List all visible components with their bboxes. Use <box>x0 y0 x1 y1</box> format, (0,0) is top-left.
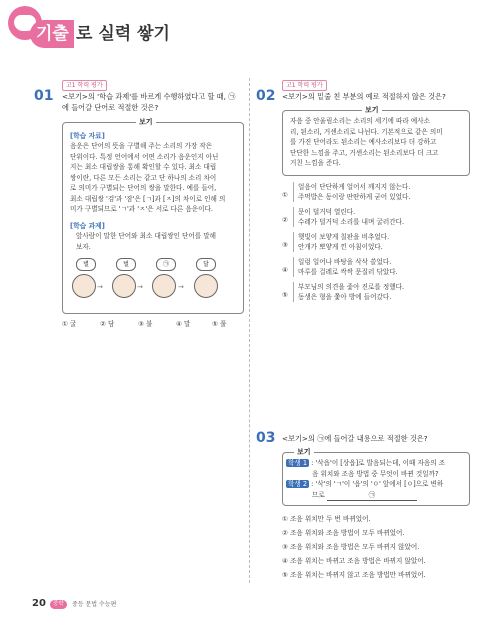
choice-sentence-a: 부모님의 의견을 좇아 진로를 정했다. <box>298 283 405 291</box>
option-number: ⑤ <box>282 571 288 579</box>
option-text: 불 <box>146 320 153 328</box>
q3-option-5[interactable] <box>282 570 482 580</box>
q2-box-line: 리, 된소리, 거센소리로 나뉜다. 기본적으로 같은 의미 <box>290 127 443 136</box>
choice-sentence-b: 안개가 뽀얗게 낀 아침이었다. <box>298 243 383 251</box>
arrow-icon: → <box>97 283 103 291</box>
option-text: 굴 <box>70 320 77 328</box>
q1-option-3[interactable] <box>138 319 152 329</box>
speech-bubble: ㉠ <box>156 258 176 271</box>
q2-box-text <box>290 116 466 169</box>
q2-choice-2[interactable] <box>282 207 472 227</box>
q1-material-line: 음운은 단어의 뜻을 구별해 주는 소리의 가장 작은 <box>70 142 213 150</box>
option-number: ① <box>62 320 68 328</box>
option-text: 조음 위치와 조음 방법은 모두 바뀌지 않았어. <box>290 543 420 551</box>
option-text: 풀 <box>220 320 227 328</box>
q3-number: 03 <box>256 430 276 446</box>
option-number: ③ <box>138 320 144 328</box>
q2-tag: 고1 학력 평가 <box>282 80 327 91</box>
speech-bubble: 벌 <box>116 258 136 271</box>
choice-pair <box>293 257 398 277</box>
q2-box-line: 자음 중 안울림소리는 소리의 세기에 따라 예사소 <box>290 117 430 125</box>
choice-pair <box>293 207 404 227</box>
q2-number: 02 <box>256 88 276 104</box>
student1-text2: 음 위치와 조음 방법 중 무엇이 바뀐 것일까? <box>312 469 439 478</box>
q1-option-4[interactable] <box>176 319 190 329</box>
q1-task <box>76 231 240 252</box>
q3-dialogue <box>286 458 468 501</box>
student1-line1 <box>286 458 468 469</box>
q1-question <box>62 91 242 113</box>
choice-pair <box>293 182 410 202</box>
q1-material-line: 쌍이란, 다른 모든 소리는 같고 단 하나의 소리 차이 <box>70 173 217 182</box>
choice-number: ② <box>282 216 288 224</box>
q3-option-1[interactable] <box>282 514 482 524</box>
choice-sentence-a: 햇빛이 보얗게 칠판을 비추었다. <box>298 233 390 241</box>
choice-sentence-b: 수레가 덜거덕 소리를 내며 굴러간다. <box>298 218 405 226</box>
option-number: ③ <box>282 543 288 551</box>
q3-option-3[interactable] <box>282 542 482 552</box>
page-title: 로 실력 쌓기 <box>76 24 170 44</box>
q1-material-line: 로 의미가 구별되는 단어의 쌍을 말한다. 예를 들어, <box>70 184 217 192</box>
student-figure-icon <box>194 274 218 298</box>
option-text: 조음 위치는 바뀌고 조음 방법은 바뀌지 않았어. <box>290 557 426 565</box>
option-text: 담 <box>108 320 115 328</box>
q2-box-line: 단단한 느낌을 주고, 거센소리는 된소리보다 더 크고 <box>290 148 439 157</box>
q1-option-1[interactable] <box>62 319 76 329</box>
q2-choice-5[interactable] <box>282 282 472 302</box>
choice-number: ① <box>282 191 288 199</box>
option-number: ① <box>282 515 288 523</box>
page-number: 20 <box>32 598 46 609</box>
q3-question: <보기>의 ㉠에 들어갈 내용으로 적절한 것은? <box>282 434 428 443</box>
q1-material-line: 미가 구별되므로 'ㄱ'과 'ㅈ'은 서로 다른 음운이다. <box>70 205 213 213</box>
q3-options <box>282 514 482 584</box>
option-number: ④ <box>176 320 182 328</box>
q2-choice-1[interactable] <box>282 182 472 202</box>
option-text: 조음 위치만 두 번 바뀌었어. <box>290 515 371 523</box>
choice-number: ④ <box>282 266 288 274</box>
q1-number: 01 <box>34 88 54 104</box>
student1-label: 학생 1 <box>288 459 308 467</box>
option-text: 조음 위치는 바뀌지 않고 조음 방법만 바뀌었어. <box>290 571 426 579</box>
footer-badge: 중학 <box>50 600 67 609</box>
student-figure-icon <box>152 274 176 298</box>
q3-option-4[interactable] <box>282 556 482 566</box>
title-highlight: 기출 <box>36 24 69 44</box>
q1-material-line: 단위이다. 특정 언어에서 어떤 소리가 음운인지 아닌 <box>70 152 219 161</box>
choice-sentence-b: 마루를 걸레로 싹싹 문질러 닦았다. <box>298 268 398 276</box>
q3-option-2[interactable] <box>282 528 482 538</box>
footer-text: 중등 문법 수능편 <box>72 601 117 608</box>
option-text: 조음 위치와 조음 방법이 모두 바뀌었어. <box>290 529 405 537</box>
option-number: ② <box>100 320 106 328</box>
speech-bubble: 별 <box>76 258 96 271</box>
q2-choice-4[interactable] <box>282 257 472 277</box>
student2-prefix: 므로 <box>312 490 325 499</box>
q1-box-label: 보기 <box>136 117 156 127</box>
q1-task-line: 앞사람이 말한 단어와 최소 대립쌍인 단어를 말해 <box>76 232 216 240</box>
arrow-icon: → <box>137 283 143 291</box>
column-divider <box>249 78 250 583</box>
answer-blank: ㉠ <box>327 490 417 502</box>
q1-tag: 고1 학력 평가 <box>62 80 107 91</box>
choice-sentence-a: 얼음이 단단하게 얼어서 깨지지 않는다. <box>298 183 411 191</box>
student2-line1 <box>286 479 468 490</box>
student-figure-icon <box>72 274 96 298</box>
student2-label: 학생 2 <box>288 480 308 488</box>
q1-material <box>70 141 240 215</box>
speech-bubble: 달 <box>196 258 216 271</box>
option-number: ⑤ <box>212 320 218 328</box>
q2-choice-3[interactable] <box>282 232 472 252</box>
student2-text1: : '삭'의 'ㄱ'이 '읍'의 'ㅇ' 앞에서 [ㅇ]으로 변하 <box>311 480 444 488</box>
choice-sentence-b: 주먹밥은 동이랑 딴딴하게 굳어 있었다. <box>298 193 411 201</box>
q2-box-line: 를 가진 단어라도 된소리는 예사소리보다 더 강하고 <box>290 138 437 146</box>
option-number: ④ <box>282 557 288 565</box>
choice-pair <box>293 232 389 252</box>
option-number: ② <box>282 529 288 537</box>
q1-question-line2: 에 들어갈 단어로 적절한 것은? <box>62 103 159 112</box>
student1-text1: : '삭읍'이 [상읍]로 발음되는데, 이때 자음의 조 <box>311 459 446 467</box>
q1-task-line: 보자. <box>76 242 91 251</box>
q1-option-5[interactable] <box>212 319 226 329</box>
arrow-icon: → <box>178 283 184 291</box>
choice-sentence-a: 문이 덜거덕 열린다. <box>298 208 356 216</box>
student2-line2 <box>286 490 468 502</box>
q2-question: <보기>의 밑줄 친 부분의 예로 적절하지 않은 것은? <box>282 92 446 101</box>
q1-material-line: 지는 최소 대립쌍을 통해 확인할 수 있다. 최소 대립 <box>70 163 217 171</box>
q2-box-line: 거친 느낌을 준다. <box>290 159 341 167</box>
q1-question-line1: <보기>의 '학습 과제'를 바르게 수행하였다고 할 때, ㉠ <box>62 92 236 101</box>
choice-number: ③ <box>282 241 288 249</box>
q2-box-label: 보기 <box>362 105 382 115</box>
q1-section2: [학습 과제] <box>70 222 105 230</box>
student-figure-icon <box>112 274 136 298</box>
q2-choices <box>282 182 472 307</box>
option-text: 말 <box>184 320 191 328</box>
q3-box-label: 보기 <box>294 447 314 457</box>
choice-number: ⑤ <box>282 291 288 299</box>
q1-section1: [학습 자료] <box>70 132 105 140</box>
q1-material-line: 최소 대립쌍 '검'과 '잠'은 [ㄱ]과 [ㅈ]의 차이로 인해 의 <box>70 194 226 203</box>
choice-sentence-a: 일렁 일어나 바탕을 삭삭 쓸었다. <box>298 258 392 266</box>
choice-pair <box>293 282 404 302</box>
choice-sentence-b: 동생은 형을 쫓아 방에 들어갔다. <box>298 293 392 301</box>
q1-option-2[interactable] <box>100 319 114 329</box>
